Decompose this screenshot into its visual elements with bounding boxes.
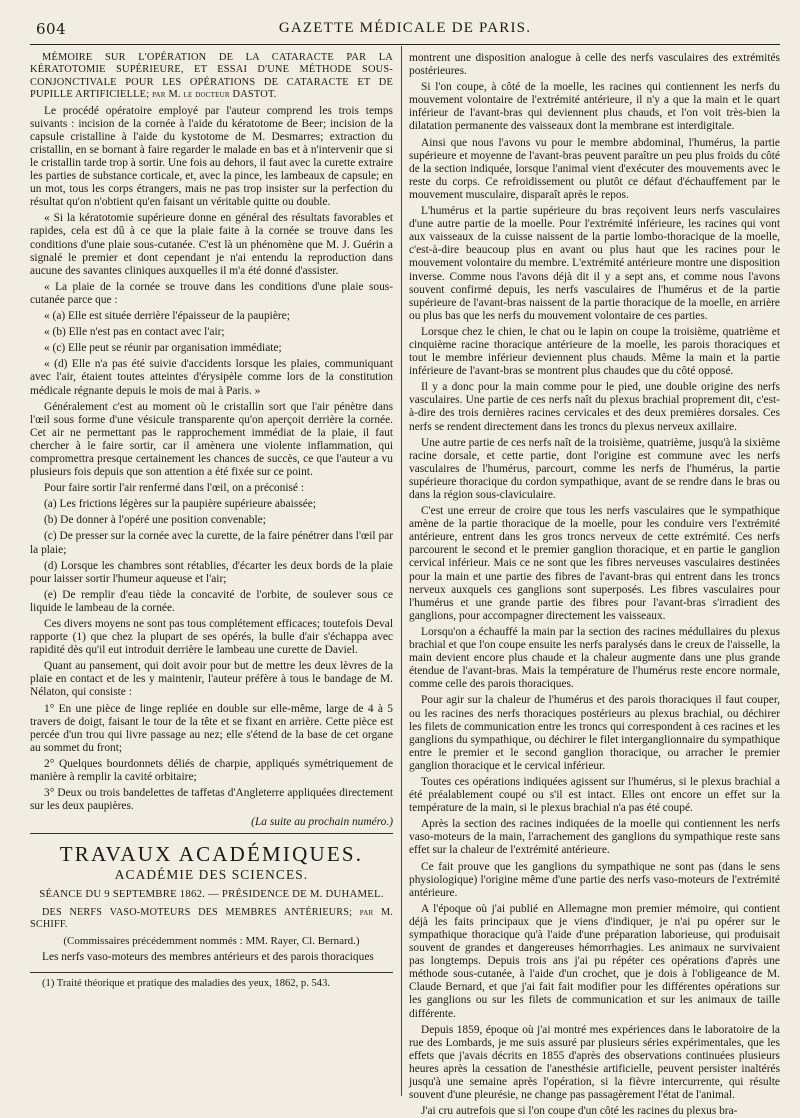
list-item: 3° Deux ou trois bandelettes de taffetas d'Angleterre appliquées directement sur les deux paupières. [30, 787, 393, 813]
paragraph: Ce fait prouve que les ganglions du sympathique ne sont pas (dans le sens physiologique) l'origine même d'une partie des nerfs vaso-moteurs de l'extrémité antérieure. [409, 860, 780, 899]
paragraph: Pour agir sur la chaleur de l'humérus et des parois thoraciques il faut couper, ou les racines des nerfs thoraciques postérieurs au plexus brachial, ou déchirer les filets de communication entre les troncs qui correspondent à ces racines et les ganglions du sympathique, ou déchirer le filet interganglionnaire du sympathique entre le premier et le second ganglion thoracique, ou arracher le premier ganglion thoracique et le cervical inférieur. [409, 694, 780, 772]
list-item: (d) Lorsque les chambres sont rétablies, d'écarter les deux bords de la plaie pour laisser sortir l'humeur aqueuse et l'air; [30, 559, 393, 585]
list-item: (b) De donner à l'opéré une position convenable; [44, 514, 266, 527]
paragraph: J'ai cru autrefois que si l'on coupe d'un côté les racines du plexus bra- [421, 1105, 738, 1118]
article-body [30, 105, 393, 814]
paragraph: montrent une disposition analogue à celle des nerfs vasculaires des extrémités postérieures. [409, 52, 780, 78]
paragraph: Une autre partie de ces nerfs naît de la troisième, quatrième, jusqu'à la sixième racine dorsale, et cette partie, dont l'origine est commune avec les nerfs vasculaires de l'humérus, parcourt, comme les nerfs de l'humérus, la partie supérieure thoracique du cordon sympathique, avant de se rendre dans le bras ou dans la région sous-claviculaire. [409, 436, 780, 501]
page-header [30, 14, 780, 45]
paragraph: Ces divers moyens ne sont pas tous complétement efficaces; toutefois Deval rapporte (1) que chez la plupart de ses opérés, la bulle d'air s'échappa avec rapidité dès qu'il eut introduit derrière le lambeau une curette de Daviel. [30, 618, 393, 657]
paragraph: Lorsqu'on a échauffé la main par la section des racines médullaires du plexus brachial et que l'on coupe ensuite les nerfs paralysés dans le creux de l'aisselle, la main devient encore plus chaude et la chaleur augmente dans une plus grande étendue de l'avant-bras. Mais la température de l'humérus reste encore normale, comme celle des parois thoraciques. [409, 625, 780, 691]
paragraph: Quant au pansement, qui doit avoir pour but de mettre les deux lèvres de la plaie en contact et de les y maintenir, l'auteur préfère à tous le bandage de M. Nélaton, qui consiste : [30, 660, 393, 699]
paragraph: Lorsque chez le chien, le chat ou le lapin on coupe la troisième, quatrième et cinquième racine thoracique antérieure de la moelle, les parois thoraciques et tout le membre inférieur deviennent plus chauds. Même la main et la partie inférieure de l'avant-bras se montrent plus chaudes que du côté opposé. [409, 325, 780, 378]
commission-line: (Commissaires précédemment nommés : MM. Rayer, Cl. Bernard.) [63, 934, 360, 947]
left-column [30, 52, 393, 1052]
paragraph: Généralement c'est au moment où le cristallin sort que l'air pénètre dans l'œil sous forme d'une vésicule transparente qu'on aperçoit derrière la cornée. Cet air ne permettant pas le rapprochement immédiat de la plaie, il faut chercher à le faire sortir, car il amènera une violente inflammation, qui compromettra presque certainement les chances de succès, ce que l'auteur a vu plusieurs fois depuis que son attention a été fixée sur ce point. [30, 400, 393, 479]
paragraph: Pour faire sortir l'air renfermé dans l'œil, on a préconisé : [44, 482, 304, 495]
session-line: SÉANCE DU 9 SEPTEMBRE 1862. — PRÉSIDENCE DE M. DUHAMEL. [39, 887, 384, 900]
section-rule [30, 833, 393, 834]
paragraph: Ainsi que nous l'avons vu pour le membre abdominal, l'humérus, la partie supérieure et moyenne de l'avant-bras peuvent paraître un peu plus froids du côté de la section indiquée, lorsque l'animal vient d'exécuter des mouvements avec le reste du corps. Ce refroidissement ou plutôt ce défaut d'échauffement par le mouvement musculaire, disparaît après le repos. [409, 136, 780, 201]
paragraph: « Si la kératotomie supérieure donne en général des résultats favorables et rapides, cela est dû à ce que la plaie faite à la cornée se trouve dans les conditions d'une plaie sous-cutanée. C'est là un phénomène que M. J. Guérin a signalé le premier et dont cependant je n'ai entendu la reproduction dans aucune des savantes cliniques auxquelles il m'a été donné d'assister. [30, 212, 393, 277]
footnote: (1) Traité théorique et pratique des maladies des yeux, 1862, p. 543. [42, 977, 331, 989]
list-item: 1° En une pièce de linge repliée en double sur elle-même, large de 4 à 5 travers de doigt, faisant le tour de la tête et se fixant en arrière. Cette pièce est percée d'un trou qui livre passage au nez; elle s'étend de la base de cet organe au sommet du front; [30, 702, 393, 754]
list-item: « (c) Elle peut se réunir par organisation immédiate; [44, 342, 282, 355]
running-title: GAZETTE MÉDICALE DE PARIS. [278, 20, 532, 36]
list-item: « (b) Elle n'est pas en contact avec l'air; [44, 326, 225, 339]
footnote-rule [30, 972, 393, 973]
column-divider [401, 46, 402, 1096]
paragraph: « La plaie de la cornée se trouve dans les conditions d'une plaie sous-cutanée parce que : [30, 280, 393, 306]
page-number: 604 [36, 20, 67, 38]
list-item: (a) Les frictions légères sur la paupière supérieure abaissée; [44, 498, 316, 511]
right-column [409, 52, 780, 1118]
section-subtitle: ACADÉMIE DES SCIENCES. [114, 867, 309, 883]
list-item: « (a) Elle est située derrière l'épaisseur de la paupière; [44, 310, 290, 323]
article-title: MÉMOIRE SUR L'OPÉRATION DE LA CATARACTE PAR LA KÉRATOTOMIE SUPÉRIEURE, ET ESSAI D'UNE MÉTHODE SOUS-CONJONCTIVALE POUR LES OPÉRATIONS DE CATARACTE ET DE PUPILLE ARTIFICIELLE; par M. le docteur DASTOT. [30, 52, 393, 101]
paragraph: Si l'on coupe, à côté de la moelle, les racines qui contiennent les nerfs du mouvement volontaire de l'extrémité antérieure, il n'y a que la main et le quart inférieur de l'avant-bras qui deviennent plus chauds, et l'on voit très-bien la dilatation permanente des vaisseaux dont la membrane est interdigitale. [409, 81, 780, 133]
section-title: TRAVAUX ACADÉMIQUES. [59, 842, 364, 867]
list-item: (c) De presser sur la cornée avec la curette, de la faire pénétrer dans l'œil par la plaie; [30, 530, 393, 556]
paragraph: Il y a donc pour la main comme pour le pied, une double origine des nerfs vasculaires. Une partie de ces nerfs naît du plexus brachial proprement dit, c'est-à-dire des trois dernières racines cervicales et des deux premières dorsales. Ces nerfs se rendent directement dans les troncs du plexus nerveux axillaire. [409, 381, 780, 433]
paragraph: Depuis 1859, époque où j'ai montré mes expériences dans le laboratoire de la rue des Lombards, je me suis assuré par plusieurs séries expérimentales, que les effets que j'avais décrits en 1855 d'après des observations continuées plusieurs heures après la cessation de l'anesthésie artificielle, peuvent persister inaltérés jusqu'à une semaine après l'opération, si la fièvre intercurrente, qui résulte souvent d'une pleurésie, ne change pas passagèrement l'état de l'animal. [409, 1023, 780, 1102]
to-be-continued-note: (La suite au prochain numéro.) [251, 816, 393, 829]
paragraph: A l'époque où j'ai publié en Allemagne mon premier mémoire, qui contient déjà les faits principaux que je viens d'indiquer, je n'ai pu opérer sur le sympathique thoracique qu'à l'aide d'une préparation laborieuse, qui produisait souvent de grandes et dangereuses hémorrhagies. Les animaux ne survivaient pas longtemps. Depuis trois ans j'ai pu répéter ces opérations d'après une méthode sous-cutanée, à l'aide d'un crochet, que je dois à l'obligeance de M. Claude Bernard, et que j'ai fait fait modifier pour les différentes opérations sur les ganglions ou sur les filets de communication et sur les animaux de taille différente. [409, 902, 780, 1020]
list-item: (e) De remplir d'eau tiède la concavité de l'orbite, de soulever sous ce liquide le lambeau de la cornée. [30, 588, 393, 614]
paragraph: L'humérus et la partie supérieure du bras reçoivent leurs nerfs vasculaires d'une autre partie de la moelle. Pour l'extrémité inférieure, les racines qui vont aux vaisseaux de la cuisse naissent de la partie lombo-thoracique de la moelle, c'est-à-dire beaucoup plus en avant ou plus haut que les racines pour le mouvement volontaire du membre. L'extrémité antérieure montre une disposition inverse. Comme nous l'avons déjà dit il y a sept ans, et comme nous l'avons souvent confirmé depuis, les nerfs vasculaires de l'humérus et de la partie supérieure de l'avant-bras naissent de la partie thoracique de la moelle, en arrière ou plus bas que les nerfs du mouvement volontaire de ces parties. [409, 205, 780, 322]
memoir-title: DES NERFS VASO-MOTEURS DES MEMBRES ANTÉRIEURS; par M. SCHIFF. [30, 906, 393, 931]
paragraph: Après la section des racines indiquées de la moelle qui contiennent les nerfs vaso-moteurs de la main, l'arrachement des ganglions du sympathique reste sans effet sur la chaleur de l'extrémité antérieure. [409, 818, 780, 857]
paragraph: Le procédé opératoire employé par l'auteur comprend les trois temps suivants : incision de la cornée à l'aide du kératotome de Beer; incision de la capsule cristalline à l'aide du kystotome de M. Desmarres; extraction du cristallin, en se bornant à faire regarder le malade en bas et à n'intervenir que si le cristallin tarde trop à sortir. Une fois au dehors, il faut avec la curette extraire les parties de substance corticale, et, avec la pince, les lambeaux de capsule; en un mot, tous les corps étrangers, mais ne pas trop insister sur la perfection du résultat qu'on n'obtient qu'en faisant un véritable quitte ou double. [30, 104, 393, 209]
memoir-first-line: Les nerfs vaso-moteurs des membres antérieurs et des parois thoraciques [42, 950, 374, 963]
paragraph: Toutes ces opérations indiquées agissent sur l'humérus, si le plexus brachial a été préalablement coupé ou s'il est intact. Elles ont encore un effet sur la température de la main, si le plexus brachial n'a pas été coupé. [409, 775, 780, 815]
list-item: « (d) Elle n'a pas été suivie d'accidents lorsque les plaies, communiquant avec l'air, étaient toutes atteintes d'érysipèle comme lors de la constitution médicale régnante depuis le mois de mai à Paris. » [30, 358, 393, 397]
list-item: 2° Quelques bourdonnets déliés de charpie, appliqués symétriquement de manière à remplir la cavité orbitaire; [30, 757, 393, 784]
paragraph: C'est une erreur de croire que tous les nerfs vasculaires que le sympathique amène de la partie thoracique de la moelle, pour les conduire vers l'extrémité antérieure, entrent dans les gros troncs nerveux de cette extrémité. Ces nerfs parcourent le second et le premier ganglion thoracique, et en partie le ganglion cervical inférieur. Mais ce ne sont que les fibres nerveuses vasculaires destinées pour la main et une partie des fibres de l'avant-bras qui entrent dans les troncs nerveux auxquels ces ganglions sont superposés. Les fibres vasculaires pour l'humérus et une grande partie des fibres pour l'avant-bras s'irradient des ganglions, pour accompagner directement les vaisseaux. [409, 505, 780, 622]
